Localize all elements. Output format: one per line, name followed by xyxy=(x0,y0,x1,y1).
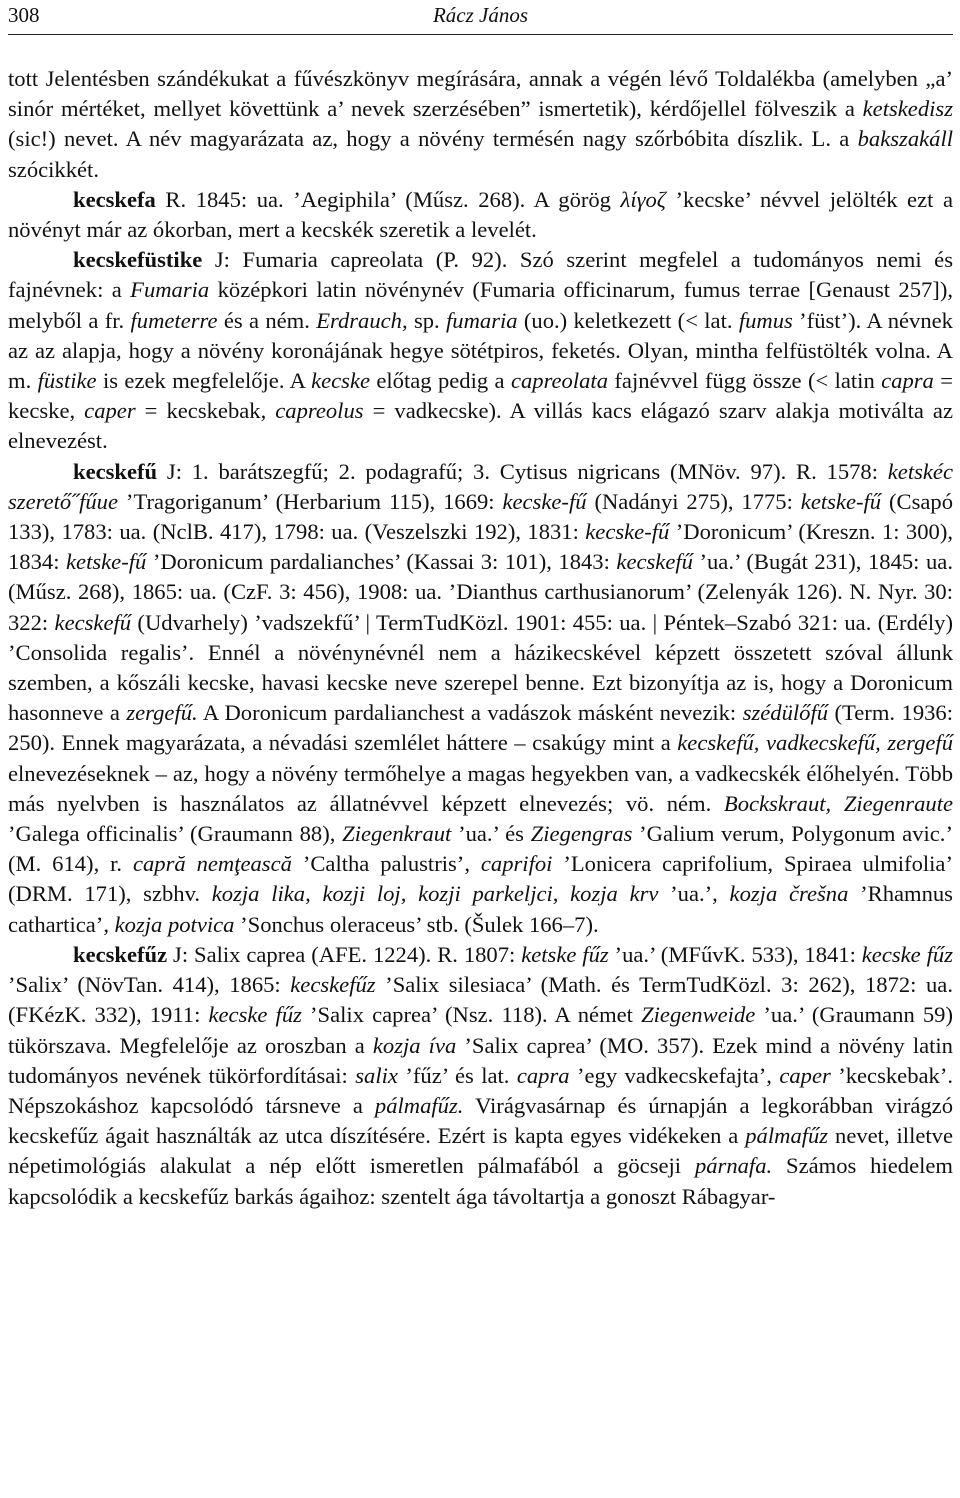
text-run: és a ném. xyxy=(217,307,317,333)
italic-word: ketske-fű xyxy=(800,488,882,514)
italic-word: pálmafűz xyxy=(745,1123,829,1149)
text-run: ’kecske’ névvel jelölték ezt a növényt már az ókorban, mert a kecskék szeretik a levelét. xyxy=(8,186,953,243)
body-text xyxy=(8,64,953,1212)
italic-word: capră nemţească xyxy=(132,851,292,877)
italic-word: Bockskraut, Ziegenraute xyxy=(723,790,953,816)
text-run: ’Galega officinalis’ (Graumann 88), xyxy=(8,821,343,847)
italic-word: kozja lika, kozji loj, kozji parkeljci, kozja krv xyxy=(211,881,659,907)
italic-word: kecske fűz xyxy=(861,941,953,967)
running-head-author: Rácz János xyxy=(432,3,529,27)
italic-word: ketske fűz xyxy=(521,941,609,967)
italic-word: salix xyxy=(355,1062,398,1088)
italic-word: kozja črešna xyxy=(729,881,849,907)
italic-word: fumeterre xyxy=(130,307,218,333)
entry-headword: kecskefűz xyxy=(73,941,168,967)
italic-word: zergefű. xyxy=(126,700,198,726)
text-run: ’ua.’ (MFűvK. 533), 1841: xyxy=(608,941,862,967)
italic-word: capra xyxy=(881,368,934,394)
text-run: ’füst’). A névnek az az alapja, hogy a növény koronájának hegye sötétpiros, feketés. Olyan, mintha felfüstölték volna. A m. xyxy=(8,307,953,394)
italic-word: caper xyxy=(779,1062,831,1088)
italic-word: pálmafűz. xyxy=(374,1092,464,1118)
italic-word: Erdrauch, xyxy=(316,307,408,333)
entry-kecskefu xyxy=(8,457,953,940)
text-run: elnevezéseknek – az, hogy a növény termőhelye a magas hegyekben van, a vadkecskék élőhelyén. Több más nyelvben is használatos az állatnévvel képzett elnevezés; vö. ném. xyxy=(8,760,953,816)
text-run: R. 1845: ua. ’Aegiphila’ (Műsz. 268). A görög xyxy=(155,186,621,212)
italic-word: fumus xyxy=(738,307,793,333)
italic-word: ketskéc szerető̋ fűue xyxy=(8,458,953,514)
italic-word: λίγοζ xyxy=(620,186,666,212)
text-run: ’Lonicera caprifolium, Spiraea ulmifolia’ (DRM. 171), szbhv. xyxy=(8,851,953,907)
text-run: ’Salix silesiaca’ (Math. és TermTudKözl. 3: 262), 1872: ua. (FKézK. 332), 1911: xyxy=(8,972,953,1028)
entry-kecskefustike xyxy=(8,245,953,456)
text-run: előtag pedig a xyxy=(370,368,511,394)
italic-word: Ziegenkraut xyxy=(342,821,452,847)
italic-word: kecskefű xyxy=(54,609,132,635)
text-run: szócikkét. xyxy=(8,156,99,182)
page xyxy=(8,0,953,1498)
italic-word: Fumaria xyxy=(130,277,210,303)
text-run: J: Fumaria capreolata (P. 92). Szó szerint megfelel a tudományos nemi és fajnévnek: a xyxy=(8,247,953,303)
text-run: (Nadányi 275), 1775: xyxy=(586,488,801,514)
text-run: ’fűz’ és lat. xyxy=(397,1062,517,1088)
italic-word: kecske-fű xyxy=(502,488,587,514)
text-run: Virágvasárnap és úrnapján a legkorábban virágzó kecskefűz ágait használták az utca díszítésére. Ezért is kapta egyes vidékeken a xyxy=(8,1092,953,1149)
italic-word: kozja íva xyxy=(372,1032,457,1058)
italic-word: kecskefű xyxy=(616,549,693,575)
text-run: ’Sonchus oleraceus’ stb. (Šulek 166–7). xyxy=(234,911,599,937)
text-run: (Csapó 133), 1783: ua. (NclB. 417), 1798: ua. (Veszelszki 192), 1831: xyxy=(8,488,954,545)
italic-word: Ziegenweide xyxy=(641,1002,756,1028)
italic-word: kozja potvica xyxy=(114,911,235,937)
text-run: = kecskebak, xyxy=(135,398,276,424)
entry-kecskefuz xyxy=(8,940,953,1212)
text-run: ’ua.’, xyxy=(658,881,730,907)
text-run: ’Salix caprea’ (MO. 357). Ezek mind a növény latin tudományos nevének tükörfordításai: xyxy=(8,1032,953,1088)
text-run: ’Doronicum pardalianches’ (Kassai 3: 101), 1843: xyxy=(146,549,617,575)
text-run: (Term. 1936: 250). Ennek magyarázata, a névadási szemlélet háttere – csakúgy mint a xyxy=(8,700,953,756)
text-run: ’ua.’ (Graumann 59) tükörszava. Megfelelője az oroszban a xyxy=(8,1002,953,1058)
text-run: középkori latin növénynév (Fumaria officinarum, fumus terrae [Genaust 257]), melyből a fr. xyxy=(8,277,953,333)
text-run: ’Salix’ (NövTan. 414), 1865: xyxy=(8,972,291,998)
italic-word: ketskedisz xyxy=(862,96,953,122)
text-run: A Doronicum pardalianchest a vadászok másként nevezik: xyxy=(197,700,743,726)
italic-word: Ziegengras xyxy=(530,821,633,847)
italic-word: kecske fűz xyxy=(208,1002,302,1028)
italic-word: bakszakáll xyxy=(857,126,953,152)
text-run: ’Tragoriganum’ (Herbarium 115), 1669: xyxy=(118,488,503,514)
text-run: ’egy vadkecskefajta’, xyxy=(569,1062,780,1088)
paragraph-continuation xyxy=(8,64,953,185)
text-run: fajnévvel függ össze (< latin xyxy=(608,368,882,394)
text-run: sp. xyxy=(407,307,447,333)
text-run: = vadkecske). A villás kacs elágazó szarv alakja motiválta az elnevezést. xyxy=(8,398,953,454)
italic-word: párnafa. xyxy=(694,1153,773,1179)
entry-headword: kecskefű xyxy=(73,458,158,484)
italic-word: capreolata xyxy=(510,368,609,394)
running-head xyxy=(8,0,953,35)
text-run: ’kecskebak’. Népszokáshoz kapcsolódó társneve a xyxy=(8,1062,953,1118)
italic-word: caper xyxy=(84,398,136,424)
text-run: nevet, illetve népetimológiás alakulat a nép előtt ismeretlen pálmafából a göcseji xyxy=(8,1123,953,1179)
text-run: ’Doronicum’ (Kreszn. 1: 300), 1834: xyxy=(8,519,953,575)
italic-word: kecskefű, vadkecskefű, zergefű xyxy=(677,730,953,756)
text-run: (Udvarhely) ’vadszekfű’ | TermTudKözl. 1901: 455: ua. | Péntek–Szabó 321: ua. (Erdély) ’Consolida regalis’. Ennél a növénynévnél nem a házikecskével képzett összetett szóval állunk szemben, a kőszáli kecske, havasi kecske neve szerepel benne. Ezt bizonyítja az is, hogy a Doronicum hasonneve a xyxy=(8,609,953,726)
text-run: ’ua.’ (Bugát 231), 1845: ua. (Műsz. 268), 1865: ua. (CzF. 3: 456), 1908: ua. ’Dianthus carthusianorum’ (Zelenyák 126). N. Nyr. 30: 322: xyxy=(8,549,953,635)
entry-kecskefa xyxy=(8,185,953,245)
italic-word: capreolus xyxy=(275,398,364,424)
italic-word: caprifoi xyxy=(480,851,553,877)
italic-word: ketske-fű xyxy=(66,549,147,575)
text-run: Számos hiedelem kapcsolódik a kecskefűz barkás ágaihoz: szentelt ága távoltartja a gonoszt Rábagyar- xyxy=(8,1153,953,1209)
text-run: tott Jelentésben szándékukat a fűvészkönyv megírására, annak a végén lévő Toldalékba (amelyben „a’ sinór mértéket, mellyet követtünk a’ nevek szerzésében” ismertetik), kérdőjellel fölveszik a xyxy=(8,66,953,122)
page-number: 308 xyxy=(8,3,40,27)
text-run: ’Caltha palustris’, xyxy=(291,851,481,877)
text-run: ’Galium verum, Polygonum avic.’ (M. 614), r. xyxy=(8,821,953,877)
italic-word: kecske xyxy=(311,368,370,394)
entry-headword: kecskefüstike xyxy=(73,247,203,273)
text-run: (sic!) nevet. A név magyarázata az, hogy a növény termésén nagy szőrbóbita díszlik. L. a xyxy=(8,126,858,152)
text-run: = kecske, xyxy=(8,368,953,424)
text-run: (uo.) keletkezett (< lat. xyxy=(517,307,739,333)
italic-word: füstike xyxy=(37,368,97,394)
italic-word: szédülőfű xyxy=(742,700,829,726)
text-run: is ezek megfelelője. A xyxy=(96,368,312,394)
italic-word: kecske-fű xyxy=(585,519,670,545)
italic-word: capra xyxy=(516,1062,570,1088)
italic-word: kecskefűz xyxy=(290,972,376,998)
italic-word: fumaria xyxy=(446,307,518,333)
text-run: ’Rhamnus cathartica’, xyxy=(8,881,953,937)
text-run: J: 1. barátszegfű; 2. podagrafű; 3. Cytisus nigricans (MNöv. 97). R. 1578: xyxy=(157,458,888,484)
text-run: J: Salix caprea (AFE. 1224). R. 1807: xyxy=(167,941,522,967)
text-run: ’Salix caprea’ (Nsz. 118). A német xyxy=(301,1002,642,1028)
entry-headword: kecskefa xyxy=(73,186,156,212)
text-run: ’ua.’ és xyxy=(451,821,531,847)
